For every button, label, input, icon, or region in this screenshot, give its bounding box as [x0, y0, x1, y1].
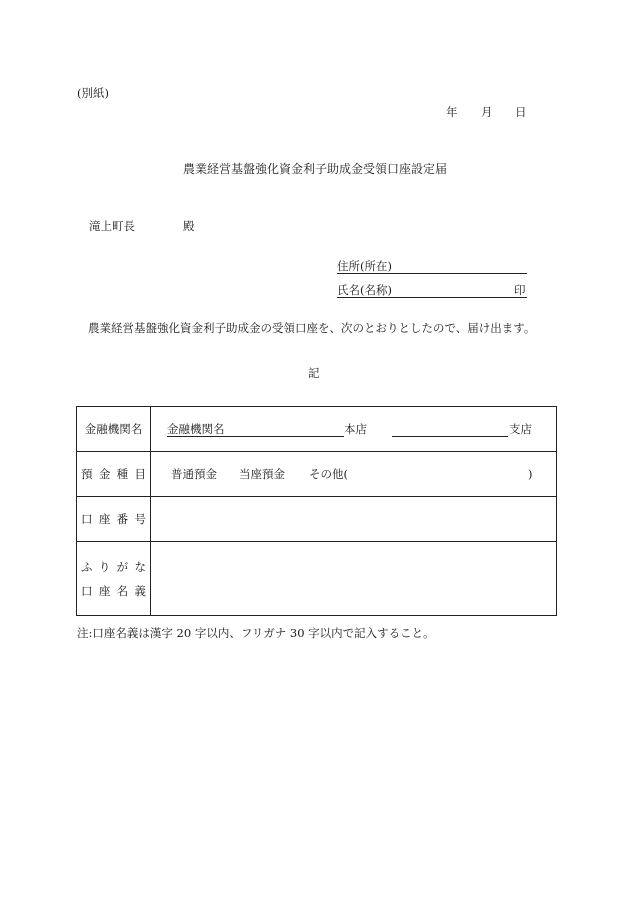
- deposit-option-checking[interactable]: 当座預金: [239, 467, 285, 481]
- name-underline: [337, 297, 527, 298]
- bank-row: [77, 407, 557, 452]
- date-day: 日: [515, 105, 527, 119]
- document-title: 農業経営基盤強化資金利子助成金受領口座設定届: [182, 162, 447, 176]
- account-form-table: [76, 406, 557, 616]
- bank-value-cell[interactable]: [151, 407, 557, 452]
- ki-mark: 記: [308, 366, 320, 380]
- branch-label: 支店: [509, 422, 532, 436]
- attachment-label: (別紙): [77, 86, 109, 100]
- address-underline: [337, 273, 527, 274]
- account-number-label: 口座番号: [81, 512, 153, 526]
- deposit-other-close: ): [528, 467, 533, 481]
- addressee-honorific: 殿: [183, 219, 195, 233]
- account-number-row: [77, 497, 557, 542]
- account-name-input[interactable]: [151, 542, 557, 616]
- account-name-row: [77, 542, 557, 616]
- bank-label-cell: [77, 407, 151, 452]
- address-label: 住所(所在): [337, 259, 392, 273]
- account-number-input[interactable]: [151, 497, 557, 542]
- footnote: 注:口座名義は漢字 20 字以内、フリガナ 30 字以内で記入すること。: [77, 626, 435, 640]
- main-branch-label: 本店: [344, 422, 367, 436]
- name-label: 氏名(名称): [337, 283, 392, 297]
- date-month: 月: [481, 105, 493, 119]
- account-name-label-cell: [77, 542, 151, 616]
- deposit-option-other[interactable]: その他(: [309, 467, 348, 481]
- date-year: 年: [446, 105, 458, 119]
- deposit-value-cell[interactable]: [151, 452, 557, 497]
- statement-text: 農業経営基盤強化資金利子助成金の受領口座を、次のとおりとしたので、届け出ます。: [88, 321, 536, 335]
- bank-label: 金融機関名: [84, 422, 143, 436]
- branch-underline: [392, 436, 508, 437]
- seal-mark: 印: [514, 283, 526, 297]
- bank-field-label: 金融機関名: [167, 422, 225, 436]
- furigana-label: ふりがな: [81, 559, 153, 574]
- addressee-name: 滝上町長: [89, 219, 135, 233]
- deposit-label: 預金種目: [81, 467, 153, 481]
- account-name-label: 口座名義: [81, 583, 153, 598]
- deposit-label-cell: [77, 452, 151, 497]
- account-number-label-cell: [77, 497, 151, 542]
- deposit-row: [77, 452, 557, 497]
- deposit-option-ordinary[interactable]: 普通預金: [171, 467, 217, 481]
- bank-name-underline: [167, 436, 344, 437]
